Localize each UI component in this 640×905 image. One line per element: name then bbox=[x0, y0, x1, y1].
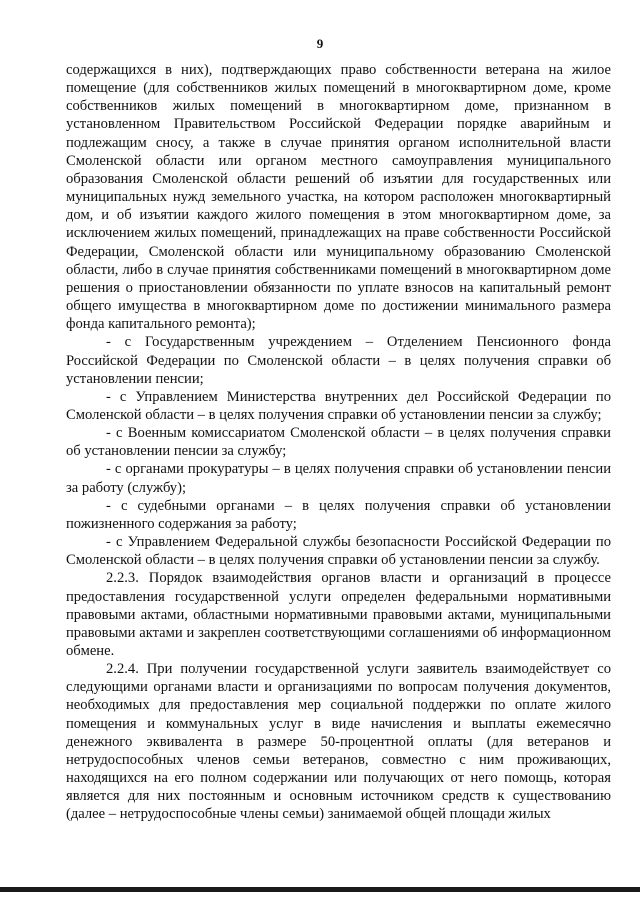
paragraph-ownership-documents: содержащихся в них), подтверждающих право собственности ветерана на жилое помещение (для собственников жилых помещений в многоквартирном доме, кроме собственников жилых помещений в многоквартирном доме, признанном в установленном Правительством Российской Федерации порядке аварийным и подлежащим сносу, а также в случае принятия органом исполнительной власти Смоленской области или органом местного самоуправления муниципального образования Смоленской области решений об изъятии для государственных или муниципальных нужд земельного участка, на котором расположен многоквартирный дом, и об изъятии каждого жилого помещения в этом многоквартирном доме, за исключением жилых помещений, принадлежащих на праве собственности Российской Федерации, Смоленской области или муниципальному образованию Смоленской области, либо в случае принятия собственниками помещений в многоквартирном доме решения о приостановлении обязанности по уплате взносов на капитальный ремонт общего имущества в многоквартирном доме по достижении минимального размера фонда капитального ремонта); bbox=[66, 62, 611, 333]
bottom-divider bbox=[0, 887, 640, 892]
paragraph-pension-fund: - с Государственным учреждением – Отделением Пенсионного фонда Российской Федерации по Смоленской области – в целях получения справки об установлении пенсии; bbox=[66, 334, 611, 387]
page-number: 9 bbox=[316, 36, 324, 51]
paragraph-internal-affairs: - с Управлением Министерства внутренних дел Российской Федерации по Смоленской области – в целях получения справки об установлении пенсии за службу; bbox=[66, 388, 611, 423]
document-body bbox=[66, 61, 611, 824]
paragraph-judicial: - с судебными органами – в целях получения справки об установлении пожизненного содержания за работу; bbox=[66, 497, 611, 532]
paragraph-fsb: - с Управлением Федеральной службы безопасности Российской Федерации по Смоленской области – в целях получения справки об установлении пенсии за службу. bbox=[66, 534, 611, 569]
paragraph-2-2-3: 2.2.3. Порядок взаимодействия органов власти и организаций в процессе предоставления государственной услуги определен федеральными нормативными правовыми актами, областными нормативными правовыми актами, муниципальными правовыми актами и закреплен соответствующими соглашениями об информационном обмене. bbox=[66, 570, 611, 659]
paragraph-prosecutor: - с органами прокуратуры – в целях получения справки об установлении пенсии за работу (службу); bbox=[66, 461, 611, 496]
paragraph-2-2-4: 2.2.4. При получении государственной услуги заявитель взаимодействует со следующими органами власти и организациями по вопросам получения документов, необходимых для предоставления мер социальной поддержки по оплате жилого помещения и коммунальных услуг в виде начисления и выплаты ежемесячно денежного эквивалента в размере 50-процентной оплаты (для ветеранов и нетрудоспособных членов семьи ветеранов, совместно с ним проживающих, находящихся на его полном содержании или получающих от него помощь, которая является для них постоянным и основным источником средств к существованию (далее – нетрудоспособные члены семьи) занимаемой общей площади жилых bbox=[66, 661, 611, 823]
paragraph-military-commissariat: - с Военным комиссариатом Смоленской области – в целях получения справки об установлении пенсии за службу; bbox=[66, 425, 611, 460]
